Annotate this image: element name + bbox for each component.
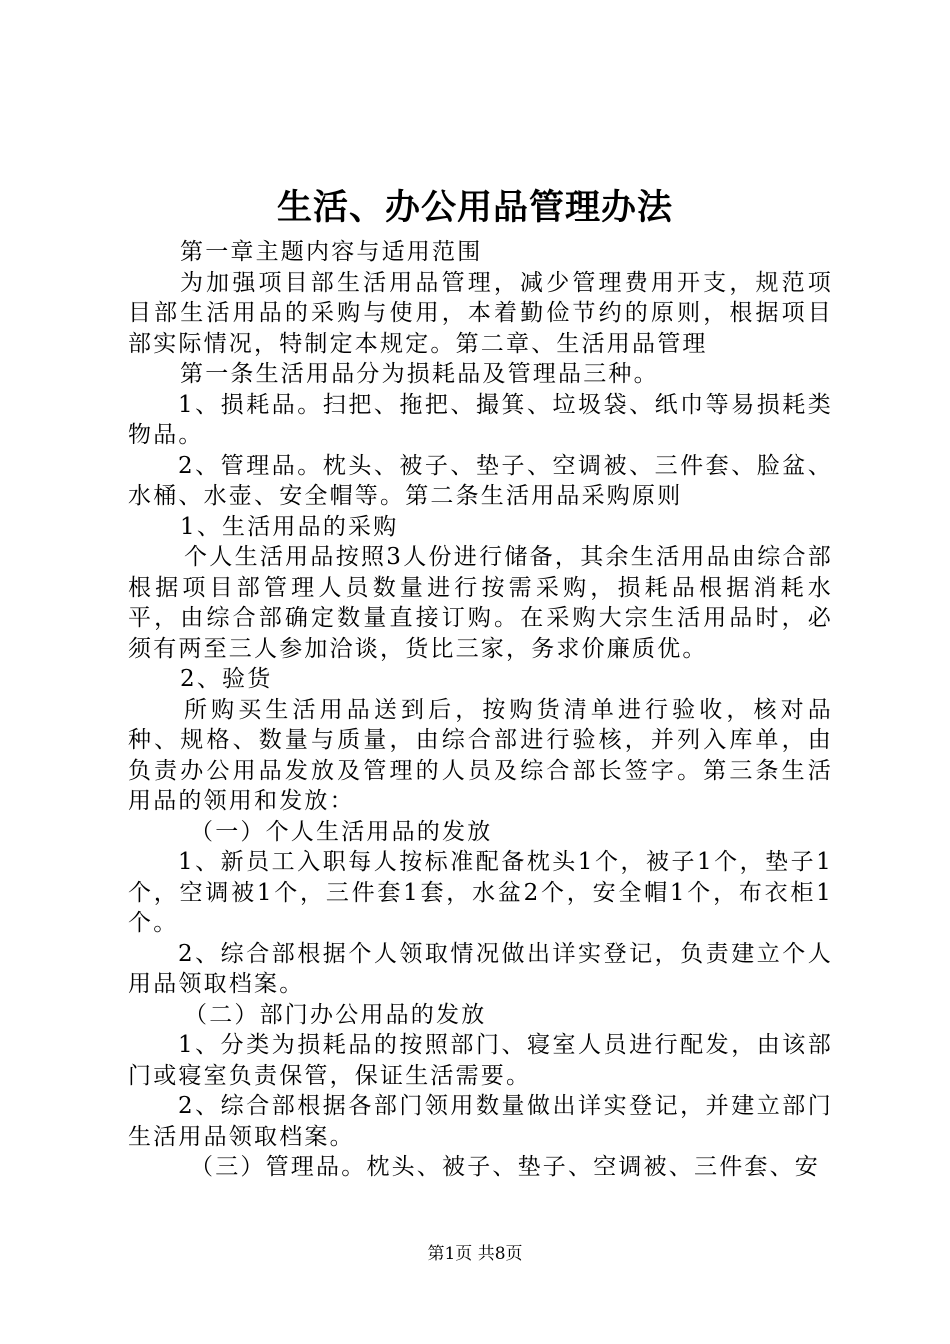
paragraph: 个人生活用品按照3人份进行储备，其余生活用品由综合部根据项目部管理人员数量进行按需采购，损耗品根据消耗水平，由综合部确定数量直接订购。在采购大宗生活用品时，必须有两至三人参加洽谈，货比三家，务求价廉质优。 (128, 544, 833, 662)
list-item: 2、综合部根据各部门领用数量做出详实登记，并建立部门生活用品领取档案。 (128, 1093, 833, 1150)
paragraph: 所购买生活用品送到后，按购货清单进行验收，核对品种、规格、数量与质量，由综合部进行验核，并列入库单，由负责办公用品发放及管理的人员及综合部长签字。第三条生活用品的领用和发放： (128, 696, 833, 814)
list-item: 1、分类为损耗品的按照部门、寝室人员进行配发，由该部门或寝室负责保管，保证生活需要。 (128, 1032, 833, 1089)
document-title: 生活、办公用品管理办法 (276, 187, 673, 228)
list-item: 2、综合部根据个人领取情况做出详实登记，负责建立个人用品领取档案。 (128, 940, 833, 997)
subheading: 2、验货 (180, 666, 273, 692)
list-item: 1、新员工入职每人按标准配备枕头1个，被子1个，垫子1个，空调被1个，三件套1套，水盆2个，安全帽1个，布衣柜1个。 (128, 849, 833, 936)
page-footer: 第1页 共8页 (427, 1244, 523, 1264)
section-heading: （一）个人生活用品的发放 (190, 818, 493, 845)
section-heading: （二）部门办公用品的发放 (184, 1001, 487, 1028)
paragraph: 为加强项目部生活用品管理，减少管理费用开支，规范项目部生活用品的采购与使用，本着勤俭节约的原则，根据项目部实际情况，特制定本规定。第二章、生活用品管理 (128, 269, 833, 357)
document-body (128, 237, 833, 1183)
chapter-heading: 第一章主题内容与适用范围 (180, 239, 483, 265)
subheading: 1、生活用品的采购 (180, 513, 399, 540)
article-heading: 第一条生活用品分为损耗品及管理品三种。 (180, 361, 659, 387)
section-heading: （三）管理品。枕头、被子、垫子、空调被、三件套、安 (190, 1154, 820, 1180)
list-item: 1、损耗品。扫把、拖把、撮箕、垃圾袋、纸巾等易损耗类物品。 (128, 391, 833, 448)
list-item: 2、管理品。枕头、被子、垫子、空调被、三件套、脸盆、水桶、水壶、安全帽等。第二条生活用品采购原则 (128, 452, 833, 509)
